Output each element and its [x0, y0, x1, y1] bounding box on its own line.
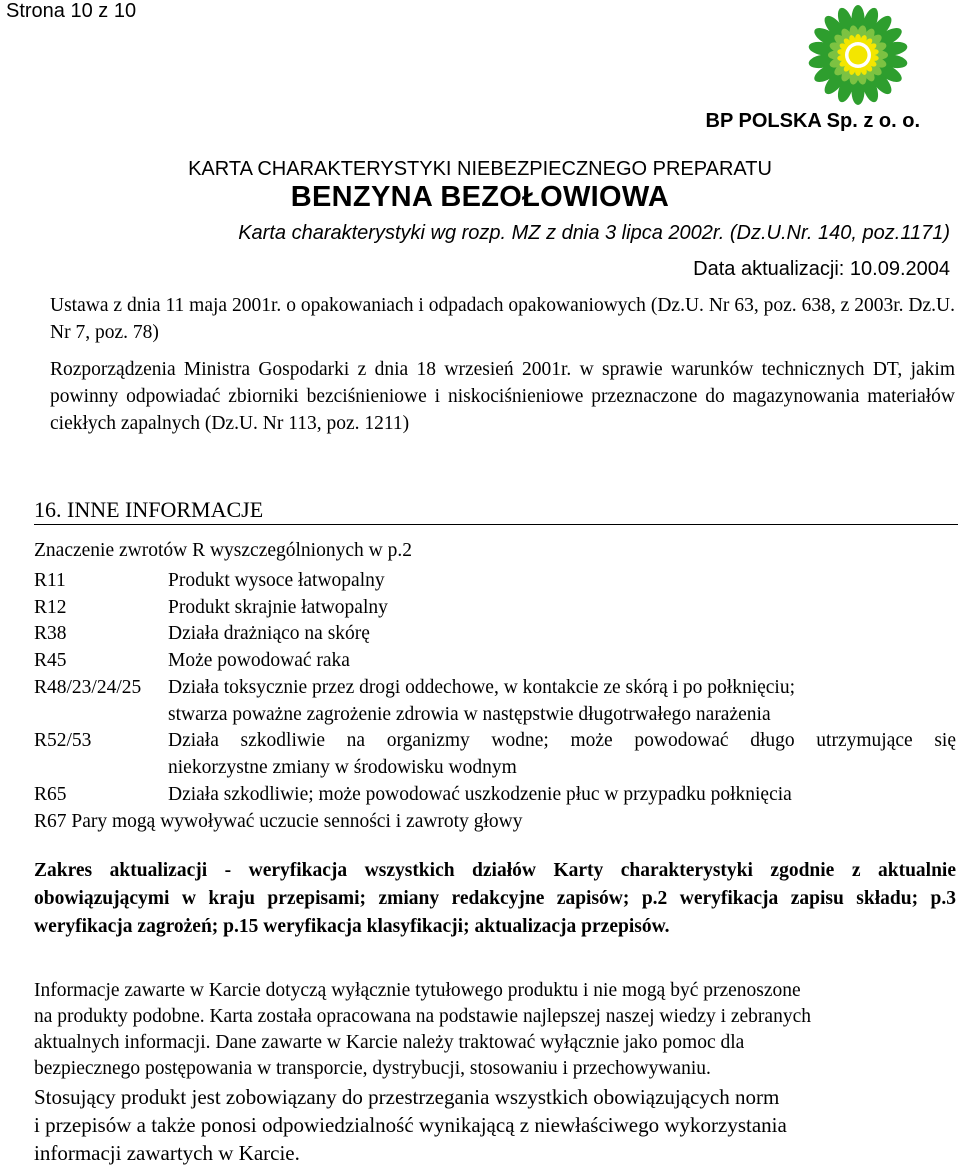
info-line: Informacje zawarte w Karcie dotyczą wyłącznie tytułowego produktu i nie mogą być przenoszone — [34, 980, 801, 1001]
section-divider — [34, 524, 958, 525]
r-phrase-text: Działa drażniąco na skórę — [168, 623, 370, 644]
company-name: BP POLSKA Sp. z o. o. — [705, 110, 920, 132]
final-paragraph — [34, 1083, 956, 1167]
r-phrases-intro: Znaczenie zwrotów R wyszczególnionych w p.2 — [34, 540, 412, 561]
update-scope: Zakres aktualizacji - weryfikacja wszystkich działów Karty charakterystyki zgodnie z aktualnie obowiązującymi w kraju przepisami; zmiany redakcyjne zapisów; p.2 weryfikacja zapisu składu; p.3 weryfikacja zagrożeń; p.15 weryfikacja klasyfikacji; aktualizacja przepisów. — [34, 860, 956, 937]
logo-center-yellow — [849, 46, 868, 65]
r-phrase-text: Działa toksycznie przez drogi oddechowe, w kontakcie ze skórą i po połknięciu; — [168, 677, 796, 698]
r-phrase-text: Działa szkodliwie na organizmy wodne; może powodować długo utrzymujące się — [168, 730, 956, 751]
document-title: KARTA CHARAKTERYSTYKI NIEBEZPIECZNEGO PREPARATU — [188, 158, 772, 180]
r-phrase-text: Działa szkodliwie; może powodować uszkodzenie płuc w przypadku połknięcia — [168, 784, 792, 805]
r-phrase-code: R12 — [34, 597, 67, 618]
bp-helios-logo — [798, 2, 918, 108]
info-line: na produkty podobne. Karta została opracowana na podstawie najlepszej naszej wiedzy i zebranych — [34, 1006, 811, 1027]
regulation-reference: Karta charakterystyki wg rozp. MZ z dnia 3 lipca 2002r. (Dz.U.Nr. 140, poz.1171) — [238, 222, 950, 244]
r-phrase-code: R52/53 — [34, 730, 92, 751]
final-line: i przepisów a także ponosi odpowiedzialność wynikającą z niewłaściwego wykorzystania — [34, 1113, 787, 1137]
r-phrase-code: R11 — [34, 570, 66, 591]
info-line: bezpiecznego postępowania w transporcie, dystrybucji, stosowaniu i przechowywaniu. — [34, 1058, 711, 1079]
r-phrase-text: niekorzystne zmiany w środowisku wodnym — [168, 757, 517, 778]
r-phrase-text: Może powodować raka — [168, 650, 350, 671]
legislation-act-1: Ustawa z dnia 11 maja 2001r. o opakowaniach i odpadach opakowaniowych (Dz.U. Nr 63, poz. 638, z 2003r. Dz.U. Nr 7, poz. 78) — [50, 295, 955, 343]
info-line: aktualnych informacji. Dane zawarte w Karcie należy traktować wyłącznie jako pomoc dla — [34, 1032, 745, 1053]
info-paragraph — [34, 978, 956, 1082]
r-phrase-code: R45 — [34, 650, 67, 671]
product-name: BENZYNA BEZOŁOWIOWA — [290, 181, 670, 213]
final-line: informacji zawartych w Karcie. — [34, 1141, 300, 1165]
legislation-act-2: Rozporządzenia Ministra Gospodarki z dnia 18 wrzesień 2001r. w sprawie warunków technicznych DT, jakim powinny odpowiadać zbiorniki bezciśnieniowe i niskociśnieniowe przeznaczone do magazynowania materiałów ciekłych zapalnych (Dz.U. Nr 113, poz. 1211) — [50, 359, 955, 434]
r-phrase-code: R38 — [34, 623, 67, 644]
r-phrase-text: Produkt wysoce łatwopalny — [168, 570, 385, 591]
r-phrase-code: R65 — [34, 784, 67, 805]
r-phrase-text: stwarza poważne zagrożenie zdrowia w następstwie długotrwałego narażenia — [168, 704, 771, 725]
r-phrase-text: Produkt skrajnie łatwopalny — [168, 597, 388, 618]
update-date: Data aktualizacji: 10.09.2004 — [693, 258, 950, 280]
r-phrase-code: R48/23/24/25 — [34, 677, 142, 698]
r67-text: R67 Pary mogą wywoływać uczucie senności i zawroty głowy — [34, 811, 523, 832]
final-line: Stosujący produkt jest zobowiązany do przestrzegania wszystkich obowiązujących norm — [34, 1085, 780, 1109]
page-number: Strona 10 z 10 — [6, 0, 137, 22]
section-heading: 16. INNE INFORMACJE — [34, 497, 264, 522]
